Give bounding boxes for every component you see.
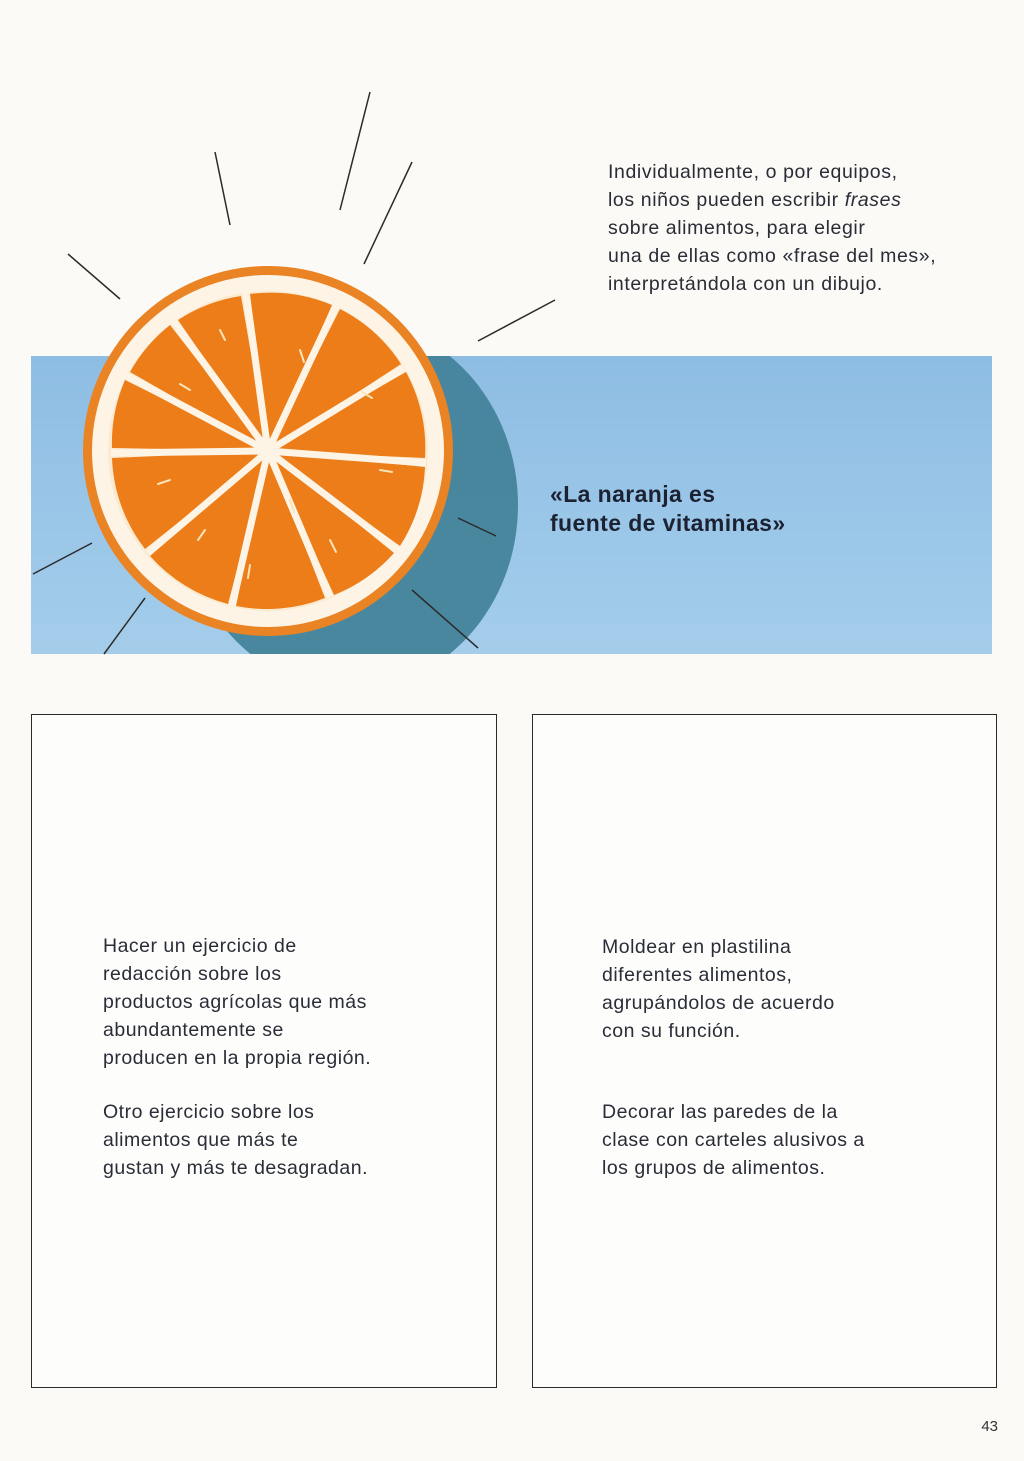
intro-line-text: los niños pueden escribir: [608, 189, 839, 211]
text-line: con su función.: [602, 1020, 741, 1042]
text-line: clase con carteles alusivos a: [602, 1129, 865, 1151]
intro-line: interpretándola con un dibujo.: [608, 273, 883, 295]
slogan-line-1: «La naranja es: [550, 481, 716, 507]
text-line: productos agrícolas que más: [103, 991, 367, 1013]
text-line: Otro ejercicio sobre los: [103, 1101, 315, 1123]
text-line: abundantemente se: [103, 1019, 284, 1041]
text-line: gustan y más te desagradan.: [103, 1157, 368, 1179]
text-line: alimentos que más te: [103, 1129, 299, 1151]
slogan: [550, 480, 786, 538]
orange: [83, 266, 453, 636]
right-box-paragraph-2: [602, 1098, 865, 1182]
text-line: redacción sobre los: [103, 963, 282, 985]
left-box-paragraph-1: [103, 932, 371, 1072]
text-line: diferentes alimentos,: [602, 964, 793, 986]
intro-line: Individualmente, o por equipos,: [608, 161, 898, 183]
text-line: agrupándolos de acuerdo: [602, 992, 835, 1014]
activity-box-right: [532, 714, 997, 1388]
intro-italic-word: frases: [844, 189, 902, 211]
right-box-paragraph-1: [602, 933, 835, 1045]
text-line: Decorar las paredes de la: [602, 1101, 838, 1123]
page-number: 43: [981, 1418, 998, 1435]
intro-line: una de ellas como «frase del mes»,: [608, 245, 937, 267]
left-box-paragraph-2: [103, 1098, 368, 1182]
orange-slice-illustration: [0, 0, 1024, 720]
text-line: los grupos de alimentos.: [602, 1157, 826, 1179]
intro-line: sobre alimentos, para elegir: [608, 217, 866, 239]
text-line: Hacer un ejercicio de: [103, 935, 297, 957]
slogan-line-2: fuente de vitaminas»: [550, 510, 786, 536]
text-line: Moldear en plastilina: [602, 936, 792, 958]
text-line: producen en la propia región.: [103, 1047, 372, 1069]
